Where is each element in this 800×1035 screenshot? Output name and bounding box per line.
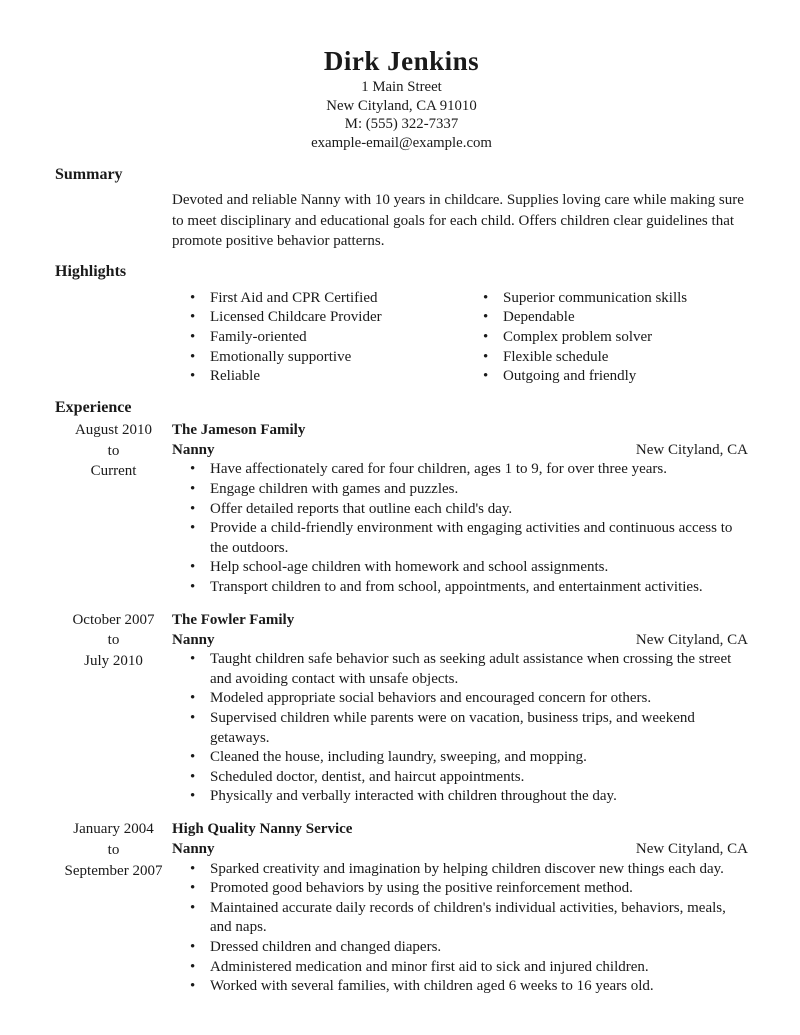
job-bullet (172, 578, 748, 598)
job-body (172, 610, 748, 807)
experience-job-3 (55, 819, 748, 997)
job-bullet-text: Sparked creativity and imagination by helping children discover new things each day. (210, 860, 724, 877)
job-bullet-text: Supervised children while parents were on vacation, business trips, and weekend getaways. (210, 709, 695, 746)
summary-text: Devoted and reliable Nanny with 10 years in childcare. Supplies loving care while making sure to meet disciplinary and educational goals for each child. Offers children clear guidelines that promote positive behavior patterns. (172, 192, 744, 250)
experience-job-2 (55, 610, 748, 807)
bullet-icon (190, 519, 210, 558)
bullet-icon (190, 308, 210, 328)
job-location: New Cityland, CA (635, 841, 748, 858)
job-bullet-text: Provide a child-friendly environment with engaging activities and continuous access to the outdoors. (210, 520, 733, 556)
phone-line: M: (555) 322-7337 (344, 116, 459, 133)
job-employer: High Quality Nanny Service (172, 820, 353, 837)
job-title: Nanny (172, 841, 215, 858)
job-bullet-text: Transport children to and from school, appointments, and entertainment activities. (210, 579, 703, 595)
job-bullet-text: Promoted good behaviors by using the positive reinforcement method. (210, 880, 633, 897)
highlight-text: Family-oriented (210, 329, 307, 346)
bullet-icon (190, 480, 210, 500)
bullet-icon (190, 650, 210, 689)
job-body (172, 420, 748, 598)
job-location: New Cityland, CA (635, 631, 748, 648)
job-bullet-text: Modeled appropriate social behaviors and encouraged concern for others. (210, 690, 652, 707)
job-bullet-text: Worked with several families, with children aged 6 weeks to 16 years old. (210, 978, 654, 995)
experience-section (55, 398, 748, 997)
job-bullet (172, 480, 748, 500)
job-title-row (172, 839, 748, 859)
bullet-icon (190, 500, 210, 520)
job-bullet-text: Have affectionately cared for four children, ages 1 to 9, for over three years. (210, 461, 668, 478)
bullet-icon (190, 879, 210, 899)
bullet-icon (483, 308, 503, 328)
job-bullet (172, 860, 748, 880)
job-dates (55, 819, 172, 997)
job-title: Nanny (172, 631, 215, 648)
highlight-item (465, 308, 748, 328)
job-date-separator: to (107, 632, 120, 649)
bullet-icon (190, 289, 210, 309)
job-bullet-text: Cleaned the house, including laundry, sweeping, and mopping. (210, 749, 587, 766)
highlight-item (172, 289, 465, 309)
resume-header (55, 44, 748, 152)
highlight-item (465, 289, 748, 309)
highlight-text: Licensed Childcare Provider (210, 309, 382, 326)
job-title: Nanny (172, 442, 215, 459)
job-bullet (172, 768, 748, 788)
job-bullet (172, 938, 748, 958)
bullet-icon (190, 748, 210, 768)
job-bullet-text: Help school-age children with homework and school assignments. (210, 559, 609, 576)
highlights-column-1 (172, 289, 465, 387)
bullet-icon (483, 289, 503, 309)
highlight-text: Complex problem solver (503, 329, 653, 346)
job-bullet (172, 899, 748, 938)
bullet-icon (483, 348, 503, 368)
job-bullet (172, 689, 748, 709)
summary-section (55, 165, 748, 252)
highlight-item (465, 348, 748, 368)
job-date-from: January 2004 (73, 820, 154, 837)
highlight-item (172, 328, 465, 348)
highlight-text: Dependable (503, 309, 575, 326)
job-date-to: July 2010 (84, 653, 143, 670)
bullet-icon (190, 367, 210, 387)
job-bullet-list (172, 460, 748, 597)
email-line: example-email@example.com (311, 134, 492, 151)
job-bullet (172, 460, 748, 480)
highlights-list (172, 289, 748, 387)
job-date-to: Current (90, 463, 137, 480)
job-dates (55, 610, 172, 807)
highlight-text: First Aid and CPR Certified (210, 289, 378, 306)
job-bullet-text: Administered medication and minor first aid to sick and injured children. (210, 958, 649, 975)
job-title-row (172, 630, 748, 650)
job-bullet-text: Engage children with games and puzzles. (210, 481, 459, 498)
job-bullet (172, 519, 748, 558)
bullet-icon (190, 787, 210, 807)
job-date-from: August 2010 (74, 421, 153, 438)
job-employer: The Fowler Family (172, 611, 295, 628)
job-bullet (172, 558, 748, 578)
candidate-name: Dirk Jenkins (323, 46, 480, 76)
highlight-text: Reliable (210, 368, 260, 385)
bullet-icon (190, 768, 210, 788)
experience-heading: Experience (55, 398, 132, 416)
job-date-to: September 2007 (64, 862, 163, 879)
job-bullet (172, 650, 748, 689)
job-date-separator: to (107, 442, 120, 459)
bullet-icon (483, 328, 503, 348)
bullet-icon (190, 938, 210, 958)
job-bullet-text: Offer detailed reports that outline each child's day. (210, 500, 513, 517)
bullet-icon (190, 709, 210, 748)
job-bullet-text: Physically and verbally interacted with children throughout the day. (210, 788, 617, 805)
address-line-1: 1 Main Street (361, 79, 442, 95)
address-line-2: New Cityland, CA 91010 (326, 97, 477, 114)
job-location: New Cityland, CA (635, 442, 748, 459)
job-bullet (172, 709, 748, 748)
job-date-separator: to (107, 841, 120, 858)
job-bullet-text: Dressed children and changed diapers. (210, 938, 442, 955)
summary-heading: Summary (55, 166, 123, 184)
job-date-from: October 2007 (72, 611, 155, 628)
highlights-heading: Highlights (55, 262, 127, 280)
bullet-icon (190, 860, 210, 880)
highlights-section (55, 262, 748, 387)
job-bullet-text: Scheduled doctor, dentist, and haircut appointments. (210, 768, 525, 785)
job-bullet (172, 500, 748, 520)
job-employer: The Jameson Family (172, 421, 306, 438)
highlight-text: Superior communication skills (503, 289, 688, 306)
job-bullet (172, 879, 748, 899)
bullet-icon (190, 328, 210, 348)
job-bullet-list (172, 650, 748, 807)
job-bullet-list (172, 860, 748, 997)
bullet-icon (190, 689, 210, 709)
bullet-icon (190, 578, 210, 598)
bullet-icon (190, 899, 210, 938)
job-bullet (172, 748, 748, 768)
job-bullet-text: Maintained accurate daily records of children's individual activities, behaviors, meals, and naps. (210, 899, 726, 936)
job-body (172, 819, 748, 997)
highlight-item (172, 308, 465, 328)
bullet-icon (190, 558, 210, 578)
job-bullet (172, 958, 748, 978)
highlight-text: Flexible schedule (503, 348, 609, 365)
bullet-icon (190, 977, 210, 997)
highlights-column-2 (465, 289, 748, 387)
highlight-item (465, 328, 748, 348)
job-bullet-text: Taught children safe behavior such as seeking adult assistance when crossing the street and avoiding contact with unsafe objects. (210, 651, 732, 687)
highlight-item (172, 348, 465, 368)
bullet-icon (190, 348, 210, 368)
highlight-text: Emotionally supportive (210, 348, 352, 365)
highlight-text: Outgoing and friendly (503, 368, 637, 385)
bullet-icon (190, 958, 210, 978)
bullet-icon (190, 460, 210, 480)
highlight-item (172, 367, 465, 387)
job-title-row (172, 440, 748, 460)
job-bullet (172, 977, 748, 997)
bullet-icon (483, 367, 503, 387)
job-dates (55, 420, 172, 598)
experience-job-1 (55, 420, 748, 598)
highlight-item (465, 367, 748, 387)
job-bullet (172, 787, 748, 807)
